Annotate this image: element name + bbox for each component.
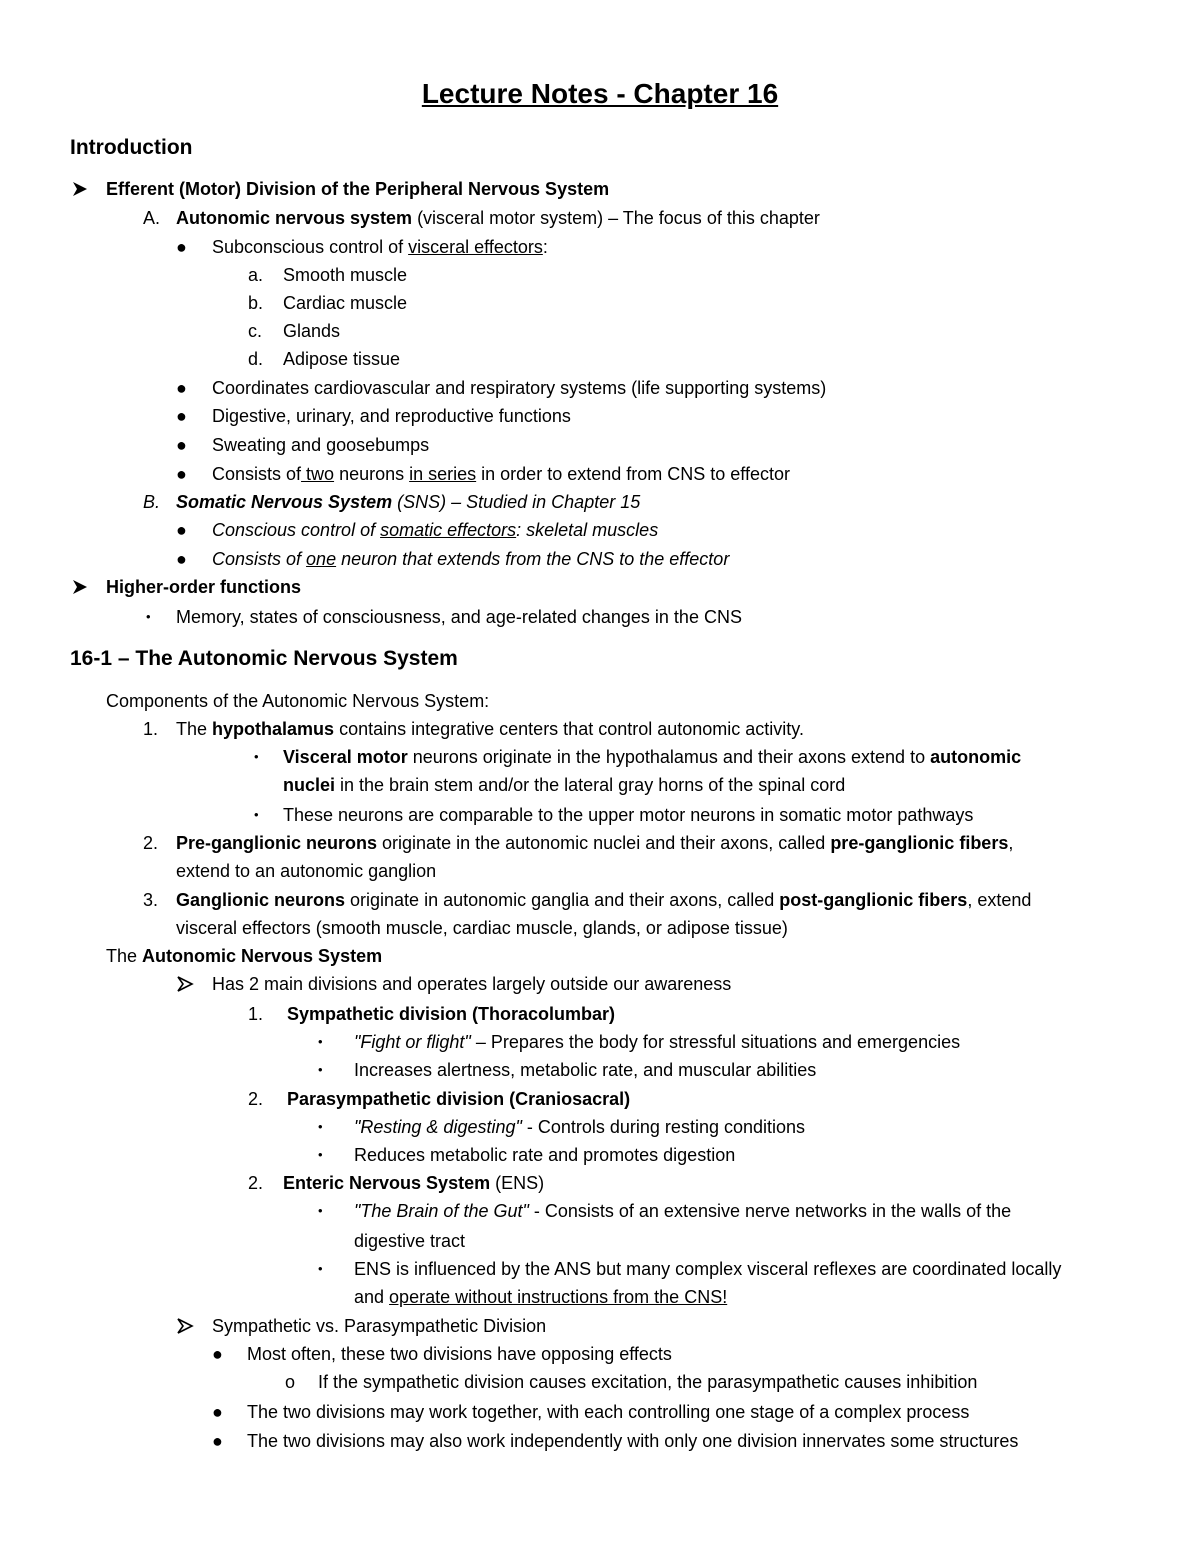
heading-introduction: Introduction — [70, 136, 193, 159]
text: neurons originate in the hypothalamus and their axons extend to — [407, 747, 931, 767]
text: originate in the autonomic nuclei and their axons, called — [377, 833, 831, 853]
bullet-dot-icon: • — [318, 1147, 323, 1162]
bullet-dot-icon: ● — [176, 549, 187, 569]
pre-ganglionic-line-cont: extend to an autonomic ganglion — [176, 861, 437, 881]
resting-digesting-line — [354, 1116, 805, 1138]
brain-of-gut-line — [354, 1200, 1011, 1222]
two-neurons-line — [212, 463, 790, 485]
autonomic-ns-line — [176, 207, 820, 229]
letter-item: Adipose tissue — [283, 349, 401, 369]
components-line: Components of the Autonomic Nervous System: — [106, 691, 490, 711]
higher-order-line: Higher-order functions — [106, 577, 302, 597]
bullet-dot-icon: ● — [176, 464, 187, 484]
visceral-effectors-underline: visceral effectors — [408, 237, 543, 257]
conscious-control-line — [212, 519, 658, 541]
somatic-effectors-underline: somatic effectors — [380, 520, 517, 540]
bullet-dot-icon: ● — [212, 1402, 223, 1422]
bullet-dot-icon: • — [146, 609, 151, 624]
enteric-ns-heading — [283, 1172, 544, 1194]
work-together-line: The two divisions may work together, with each controlling one stage of a complex process — [247, 1402, 970, 1422]
bullet-dot-icon: • — [254, 807, 259, 822]
ans-line — [106, 945, 382, 967]
text: neuron that extends from the CNS to the effector — [336, 549, 730, 569]
ganglionic-neurons-bold: Ganglionic neurons — [176, 890, 346, 910]
bullet-dot-icon: ● — [176, 237, 187, 257]
marker-d: d. — [248, 349, 264, 369]
fight-or-flight-line — [354, 1031, 960, 1053]
two-divisions-line: Has 2 main divisions and operates largely outside our awareness — [212, 974, 732, 994]
list-item: Digestive, urinary, and reproductive functions — [212, 406, 571, 426]
text: : skeletal muscles — [516, 520, 659, 540]
higher-order-sub: Memory, states of consciousness, and age-related changes in the CNS — [176, 607, 742, 627]
text: - Controls during resting conditions — [521, 1117, 806, 1137]
marker-b: b. — [248, 293, 264, 313]
text: The — [106, 946, 143, 966]
marker-d3: 2. — [248, 1173, 264, 1193]
brain-of-gut-italic: "The Brain of the Gut" — [354, 1201, 529, 1221]
letter-item: Smooth muscle — [283, 265, 408, 285]
sympathetic-vs-para-line: Sympathetic vs. Parasympathetic Division — [212, 1316, 547, 1336]
list-item: Coordinates cardiovascular and respiratory systems (life supporting systems) — [212, 378, 827, 398]
efferent-division-line: Efferent (Motor) Division of the Peripheral Nervous System — [106, 179, 610, 199]
hypothalamus-bold: hypothalamus — [212, 719, 335, 739]
visceral-motor-line-cont — [283, 774, 845, 796]
underline-one: one — [306, 549, 337, 569]
ens-influenced-line: ENS is influenced by the ANS but many complex visceral reflexes are coordinated locally — [354, 1259, 1062, 1279]
arrow-outline-icon — [176, 1318, 194, 1334]
bullet-dot-icon: • — [318, 1062, 323, 1077]
brain-of-gut-line-cont: digestive tract — [354, 1231, 466, 1251]
post-ganglionic-fibers-bold: post-ganglionic fibers — [779, 890, 968, 910]
heading-16-1: 16-1 – The Autonomic Nervous System — [70, 647, 458, 670]
text: , extend — [967, 890, 1032, 910]
resting-digesting-italic: "Resting & digesting" — [354, 1117, 522, 1137]
text: (ENS) — [490, 1173, 545, 1193]
arrow-outline-icon — [176, 976, 194, 992]
sympathetic-division-heading: Sympathetic division (Thoracolumbar) — [287, 1004, 616, 1024]
nuclei-bold: nuclei — [283, 775, 336, 795]
bullet-dot-icon: • — [318, 1034, 323, 1049]
bullet-dot-icon: ● — [176, 520, 187, 540]
alertness-line: Increases alertness, metabolic rate, and muscular abilities — [354, 1060, 817, 1080]
bullet-dot-icon: • — [318, 1203, 323, 1218]
text: contains integrative centers that control autonomic activity. — [334, 719, 804, 739]
visceral-motor-line — [283, 746, 1021, 768]
one-neuron-line — [212, 548, 729, 570]
marker-B: B. — [143, 492, 161, 512]
opposing-effects-line: Most often, these two divisions have opposing effects — [247, 1344, 672, 1364]
marker-1: 1. — [143, 719, 159, 739]
pre-ganglionic-neurons-bold: Pre-ganglionic neurons — [176, 833, 378, 853]
somatic-ns-line — [176, 491, 640, 513]
bullet-dot-icon: • — [318, 1261, 323, 1276]
bullet-dot-icon: • — [318, 1119, 323, 1134]
excitation-line: If the sympathetic division causes excitation, the parasympathetic causes inhibition — [318, 1372, 978, 1392]
fight-or-flight-italic: "Fight or flight" — [354, 1032, 471, 1052]
text: neurons — [334, 464, 410, 484]
bullet-dot-icon: ● — [176, 406, 187, 426]
ganglionic-line — [176, 889, 1031, 911]
text: (SNS) – Studied in Chapter 15 — [392, 492, 641, 512]
ganglionic-line-cont: visceral effectors (smooth muscle, cardiac muscle, glands, or adipose tissue) — [176, 918, 788, 938]
text: : — [542, 237, 548, 257]
text: originate in autonomic ganglia and their axons, called — [345, 890, 780, 910]
letter-item: Cardiac muscle — [283, 293, 408, 313]
marker-a: a. — [248, 265, 264, 285]
page-title: Lecture Notes - Chapter 16 — [421, 78, 779, 109]
visceral-motor-bold: Visceral motor — [283, 747, 408, 767]
autonomic-ns-bold: Autonomic nervous system — [176, 208, 413, 228]
arrow-bullet-icon — [72, 579, 88, 595]
bullet-dot-icon: ● — [212, 1344, 223, 1364]
text: – Prepares the body for stressful situations and emergencies — [470, 1032, 961, 1052]
pre-ganglionic-line — [176, 832, 1013, 854]
bullet-dot-icon: • — [254, 749, 259, 764]
autonomic-ns-rest: (visceral motor system) – The focus of this chapter — [412, 208, 820, 228]
autonomic-bold: autonomic — [930, 747, 1022, 767]
text: Conscious control of — [212, 520, 381, 540]
letter-item: Glands — [283, 321, 341, 341]
list-item: Sweating and goosebumps — [212, 435, 430, 455]
underline-in-series: in series — [409, 464, 477, 484]
ans-bold: Autonomic Nervous System — [142, 946, 383, 966]
underline-two: two — [301, 464, 335, 484]
operate-without-underline: operate without instructions from the CNS! — [389, 1287, 728, 1307]
enteric-bold: Enteric Nervous System — [283, 1173, 491, 1193]
marker-2: 2. — [143, 833, 159, 853]
hypothalamus-line — [176, 718, 804, 740]
arrow-bullet-icon — [72, 181, 88, 197]
text: and — [354, 1287, 390, 1307]
marker-A: A. — [143, 208, 161, 228]
marker-o: o — [285, 1372, 296, 1392]
bullet-dot-icon: ● — [212, 1431, 223, 1451]
marker-c: c. — [248, 321, 263, 341]
bullet-dot-icon: ● — [176, 435, 187, 455]
parasympathetic-division-heading: Parasympathetic division (Craniosacral) — [287, 1089, 631, 1109]
bullet-dot-icon: ● — [176, 378, 187, 398]
marker-3: 3. — [143, 890, 159, 910]
text: The — [176, 719, 213, 739]
ens-influenced-line-cont — [354, 1286, 727, 1308]
marker-d2: 2. — [248, 1089, 264, 1109]
subconscious-control-line — [212, 236, 548, 258]
somatic-ns-bold: Somatic Nervous System — [176, 492, 393, 512]
text: Consists of — [212, 549, 307, 569]
text: Subconscious control of — [212, 237, 409, 257]
marker-d1: 1. — [248, 1004, 264, 1024]
reduces-metabolic-line: Reduces metabolic rate and promotes digestion — [354, 1145, 736, 1165]
pre-ganglionic-fibers-bold: pre-ganglionic fibers — [830, 833, 1009, 853]
text: in the brain stem and/or the lateral gray horns of the spinal cord — [335, 775, 846, 795]
text: in order to extend from CNS to effector — [476, 464, 790, 484]
text: Consists of — [212, 464, 302, 484]
comparable-line: These neurons are comparable to the upper motor neurons in somatic motor pathways — [283, 805, 974, 825]
text: , — [1008, 833, 1014, 853]
text: - Consists of an extensive nerve networks in the walls of the — [528, 1201, 1012, 1221]
independently-line: The two divisions may also work independently with only one division innervates some structures — [247, 1431, 1019, 1451]
